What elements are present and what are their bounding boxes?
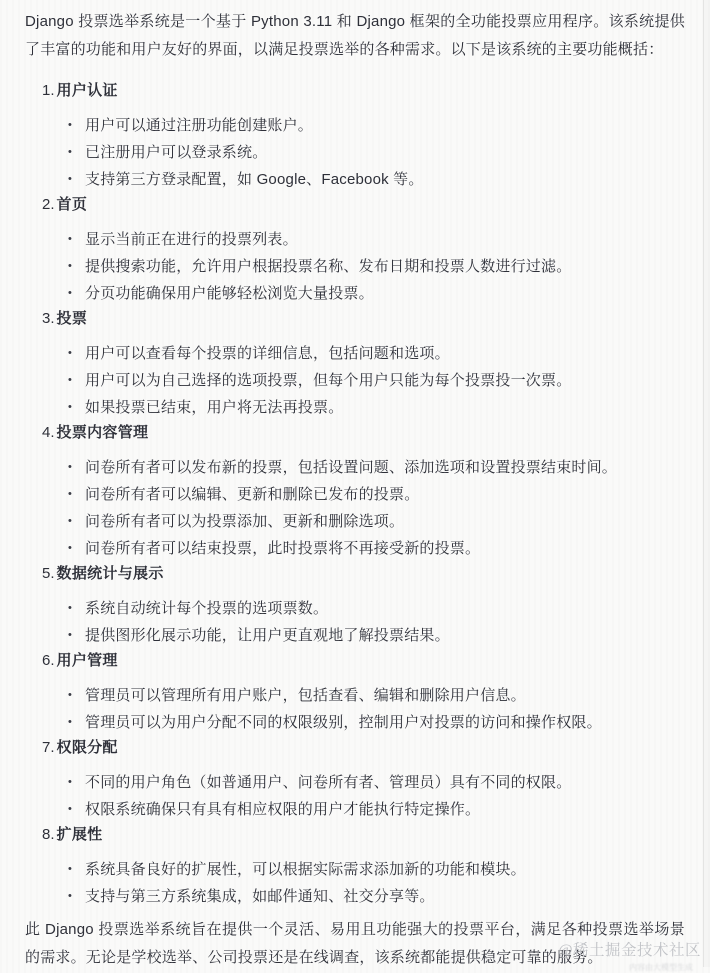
section-item-user-management <box>42 649 685 736</box>
bullet-item: • 不同的用户角色（如普通用户、问卷所有者、管理员）具有不同的权限。 <box>42 769 685 796</box>
bullet-list <box>42 112 685 193</box>
section-number: 8. <box>42 826 55 843</box>
section-title: 投票内容管理 <box>56 424 149 441</box>
bullet-list <box>42 226 685 307</box>
section-heading <box>42 649 685 673</box>
bullet-item: • 支持与第三方系统集成，如邮件通知、社交分享等。 <box>42 883 685 910</box>
section-item-voting <box>42 307 685 421</box>
bullet-item: • 已注册用户可以登录系统。 <box>42 139 685 166</box>
bullet-item: • 管理员可以管理所有用户账户，包括查看、编辑和删除用户信息。 <box>42 682 685 709</box>
bullet-list <box>42 856 685 910</box>
section-heading <box>42 307 685 331</box>
section-number: 1. <box>42 82 55 99</box>
section-heading <box>42 823 685 847</box>
section-item-poll-content-management <box>42 421 685 562</box>
section-title: 用户认证 <box>56 82 118 99</box>
section-heading <box>42 562 685 586</box>
bullet-item: • 系统具备良好的扩展性，可以根据实际需求添加新的功能和模块。 <box>42 856 685 883</box>
bullet-item: • 问卷所有者可以结束投票，此时投票将不再接受新的投票。 <box>42 535 685 562</box>
right-edge-artifact <box>703 0 710 967</box>
bullet-item: • 用户可以通过注册功能创建账户。 <box>42 112 685 139</box>
bullet-item: • 分页功能确保用户能够轻松浏览大量投票。 <box>42 280 685 307</box>
bullet-item: • 问卷所有者可以为投票添加、更新和删除选项。 <box>42 508 685 535</box>
bullet-list <box>42 769 685 823</box>
section-item-home <box>42 193 685 307</box>
section-number: 4. <box>42 424 55 441</box>
bullet-list <box>42 595 685 649</box>
section-number: 2. <box>42 196 55 213</box>
feature-list <box>25 79 685 910</box>
bullet-item: • 问卷所有者可以发布新的投票，包括设置问题、添加选项和设置投票结束时间。 <box>42 454 685 481</box>
section-heading <box>42 421 685 445</box>
section-number: 3. <box>42 310 55 327</box>
bullet-item: • 用户可以查看每个投票的详细信息，包括问题和选项。 <box>42 340 685 367</box>
section-title: 投票 <box>56 310 88 327</box>
section-number: 5. <box>42 565 55 582</box>
section-title: 首页 <box>56 196 88 213</box>
bullet-item: • 支持第三方登录配置，如 Google、Facebook 等。 <box>42 166 685 193</box>
watermark-subtext: 内容由大模型生成 <box>629 963 693 972</box>
section-title: 数据统计与展示 <box>56 565 164 582</box>
section-item-extensibility <box>42 823 685 910</box>
outro-paragraph: 此 Django 投票选举系统旨在提供一个灵活、易用且功能强大的投票平台，满足各种投票选举场景的需求。无论是学校选举、公司投票还是在线调查，该系统都能提供稳定可靠的服务。 <box>25 921 685 966</box>
section-item-statistics <box>42 562 685 649</box>
bullet-item: • 如果投票已结束，用户将无法再投票。 <box>42 394 685 421</box>
bullet-item: • 权限系统确保只有具有相应权限的用户才能执行特定操作。 <box>42 796 685 823</box>
bullet-item: • 系统自动统计每个投票的选项票数。 <box>42 595 685 622</box>
section-item-permissions <box>42 736 685 823</box>
bullet-list <box>42 454 685 562</box>
bullet-item: • 显示当前正在进行的投票列表。 <box>42 226 685 253</box>
section-heading <box>42 193 685 217</box>
section-number: 7. <box>42 739 55 756</box>
bullet-item: • 用户可以为自己选择的选项投票，但每个用户只能为每个投票投一次票。 <box>42 367 685 394</box>
section-item-user-auth <box>42 79 685 193</box>
bullet-item: • 提供图形化展示功能，让用户更直观地了解投票结果。 <box>42 622 685 649</box>
bullet-list <box>42 340 685 421</box>
bullet-item: • 问卷所有者可以编辑、更新和删除已发布的投票。 <box>42 481 685 508</box>
watermark-text: @稀土掘金技术社区 <box>558 942 701 959</box>
intro-paragraph: Django 投票选举系统是一个基于 Python 3.11 和 Django 框架的全功能投票应用程序。该系统提供了丰富的功能和用户友好的界面，以满足投票选举的各种需求。以下是该系统的主要功能概括： <box>25 13 685 58</box>
section-heading <box>42 736 685 760</box>
bullet-item: • 管理员可以为用户分配不同的权限级别，控制用户对投票的访问和操作权限。 <box>42 709 685 736</box>
section-title: 扩展性 <box>56 826 103 843</box>
section-number: 6. <box>42 652 55 669</box>
section-title: 权限分配 <box>56 739 118 756</box>
bullet-list <box>42 682 685 736</box>
bullet-item: • 提供搜索功能，允许用户根据投票名称、发布日期和投票人数进行过滤。 <box>42 253 685 280</box>
section-heading <box>42 79 685 103</box>
section-title: 用户管理 <box>56 652 118 669</box>
